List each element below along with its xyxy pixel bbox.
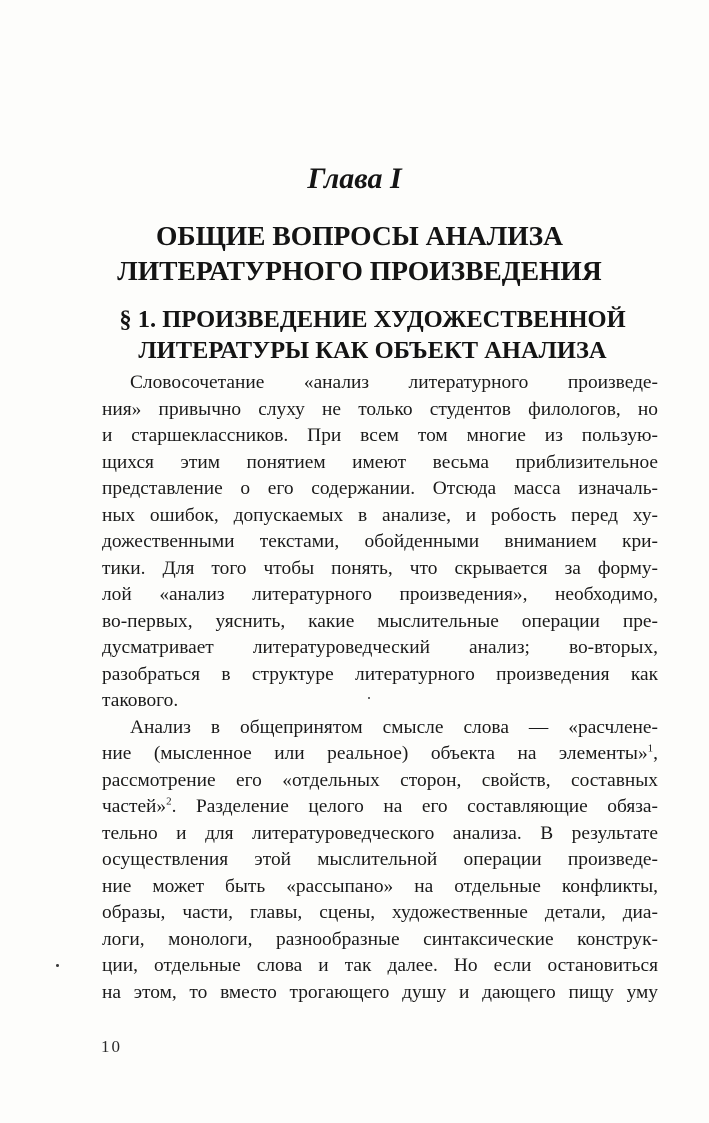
text-line: лой «анализ литературного произведения», необходимо, — [102, 584, 658, 605]
text-line: Анализ в общепринятом смысле слова — «расчлене- — [130, 716, 658, 738]
text-line: щихся этим понятием имеют весьма приблизительное — [102, 451, 658, 473]
section-title-line: § 1. ПРОИЗВЕДЕНИЕ ХУДОЖЕСТВЕННОЙ — [119, 306, 626, 333]
footnote-marker[interactable]: 2 — [166, 795, 172, 808]
text-line: такового. — [102, 690, 179, 711]
text-segment: . Разделение целого на его составляющие обяза- — [171, 796, 658, 817]
section-title — [95, 304, 650, 366]
text-line: дусматривает литературоведческий анализ; во-вторых, — [102, 637, 658, 658]
text-line: ции, отдельные слова и так далее. Но если остановиться — [102, 955, 658, 976]
text-segment: ние (мысленное или реальное) объекта на элементы» — [102, 743, 648, 764]
text-line: Словосочетание «анализ литературного произведе- — [130, 372, 658, 393]
body-text — [102, 370, 658, 1006]
text-line: на этом, то вместо трогающего душу и дающего пищу уму — [102, 981, 658, 1003]
paragraph-1 — [102, 370, 658, 715]
text-line: ния» привычно слуху не только студентов филологов, но — [102, 398, 658, 420]
text-line: ных ошибок, допускаемых в анализе, и робость перед ху- — [102, 504, 658, 526]
text-line — [102, 741, 658, 768]
scan-speck — [56, 964, 59, 967]
footnote-marker[interactable]: 1 — [647, 742, 654, 755]
part-title-line: ОБЩИЕ ВОПРОСЫ АНАЛИЗА — [156, 220, 563, 251]
text-line: ние может быть «рассыпано» на отдельные конфликты, — [102, 875, 658, 897]
text-line: во-первых, уяснить, какие мыслительные операции пре- — [102, 610, 658, 632]
chapter-heading: Глава I — [307, 162, 402, 195]
text-line: тики. Для того чтобы понять, что скрывается за форму- — [102, 557, 658, 579]
paragraph-2 — [102, 715, 658, 1007]
text-line — [102, 794, 658, 821]
text-segment: , — [653, 743, 658, 764]
text-line: образы, части, главы, сцены, художественные детали, диа- — [102, 902, 658, 923]
text-line: дожественными текстами, обойденными вниманием кри- — [102, 531, 658, 552]
part-title — [95, 218, 624, 288]
text-line: рассмотрение его «отдельных сторон, свойств, составных — [102, 769, 658, 791]
text-line: и старшеклассников. При всем том многие из пользую- — [102, 425, 658, 446]
page-number: 10 — [101, 1037, 122, 1056]
text-segment: частей» — [102, 796, 167, 817]
part-title-line: ЛИТЕРАТУРНОГО ПРОИЗВЕДЕНИЯ — [117, 255, 602, 286]
text-line: тельно и для литературоведческого анализа. В результате — [102, 822, 658, 844]
section-title-line: ЛИТЕРАТУРЫ КАК ОБЪЕКТ АНАЛИЗА — [138, 337, 607, 364]
text-line: осуществления этой мыслительной операции произведе- — [102, 849, 658, 870]
text-line: представление о его содержании. Отсюда масса изначаль- — [102, 478, 658, 499]
text-line: разобраться в структуре литературного произведения как — [102, 663, 658, 685]
scan-speck — [368, 697, 370, 699]
text-line: логи, монологи, разнообразные синтаксические конструк- — [102, 928, 658, 950]
